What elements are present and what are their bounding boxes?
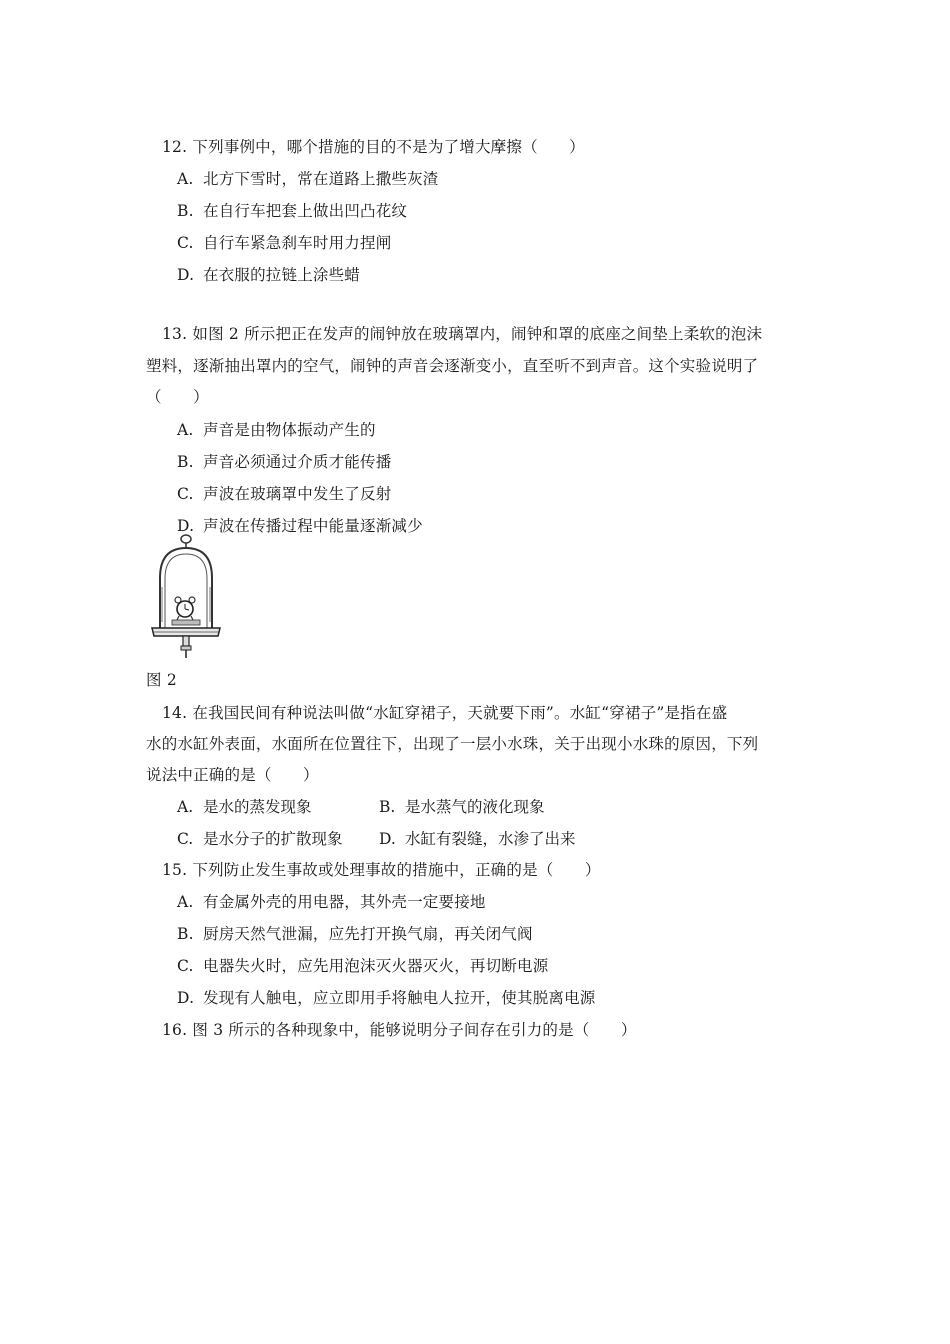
q15-option-d: D. 发现有人触电，应立即用手将触电人拉开，使其脱离电源 [177, 989, 596, 1007]
q16-stem: 16. 图 3 所示的各种现象中，能够说明分子间存在引力的是（ ） [162, 1021, 637, 1039]
q12-option-d: D. 在衣服的拉链上涂些蜡 [177, 266, 361, 284]
q13-stem-line-2: 塑料，逐渐抽出罩内的空气，闹钟的声音会逐渐变小，直至听不到声音。这个实验说明了 [146, 357, 759, 375]
q14-option-b: B. 是水蒸气的液化现象 [379, 798, 545, 816]
q12-option-c: C. 自行车紧急刹车时用力捏闸 [177, 234, 392, 252]
q14-stem-line-1: 14. 在我国民间有种说法叫做“水缸穿裙子，天就要下雨”。水缸“穿裙子”是指在盛 [162, 704, 728, 722]
q15-option-b: B. 厨房天然气泄漏，应先打开换气扇，再关闭气阀 [177, 925, 533, 943]
q12-option-a: A. 北方下雪时，常在道路上撒些灰渣 [177, 170, 439, 188]
bell-jar-illustration [146, 532, 226, 662]
q13-stem-line-3: （ ） [146, 388, 209, 406]
q12-stem: 12. 下列事例中，哪个措施的目的不是为了增大摩擦（ ） [162, 138, 585, 156]
bell-jar-figure [146, 532, 226, 662]
q14-stem-line-2: 水的水缸外表面，水面所在位置往下，出现了一层小水珠，关于出现小水珠的原因，下列 [146, 735, 759, 753]
q15-option-c: C. 电器失火时，应先用泡沫灭火器灭火，再切断电源 [177, 957, 549, 975]
q13-option-a: A. 声音是由物体振动产生的 [177, 421, 376, 439]
q13-option-d: D. 声波在传播过程中能量逐渐减少 [177, 517, 423, 535]
q14-option-d: D. 水缸有裂缝，水渗了出来 [379, 830, 576, 848]
q13-stem-line-1: 13. 如图 2 所示把正在发声的闹钟放在玻璃罩内，闹钟和罩的底座之间垫上柔软的泡沫 [162, 325, 763, 343]
q15-stem: 15. 下列防止发生事故或处理事故的措施中，正确的是（ ） [162, 861, 601, 879]
q13-option-b: B. 声音必须通过介质才能传播 [177, 453, 392, 471]
q13-option-c: C. 声波在玻璃罩中发生了反射 [177, 485, 392, 503]
q15-option-a: A. 有金属外壳的用电器，其外壳一定要接地 [177, 893, 486, 911]
q12-option-b: B. 在自行车把套上做出凹凸花纹 [177, 202, 408, 220]
figure-2-caption: 图 2 [146, 671, 177, 689]
q14-stem-line-3: 说法中正确的是（ ） [146, 766, 319, 784]
q14-option-a: A. 是水的蒸发现象 [177, 798, 312, 816]
q14-option-c: C. 是水分子的扩散现象 [177, 830, 343, 848]
